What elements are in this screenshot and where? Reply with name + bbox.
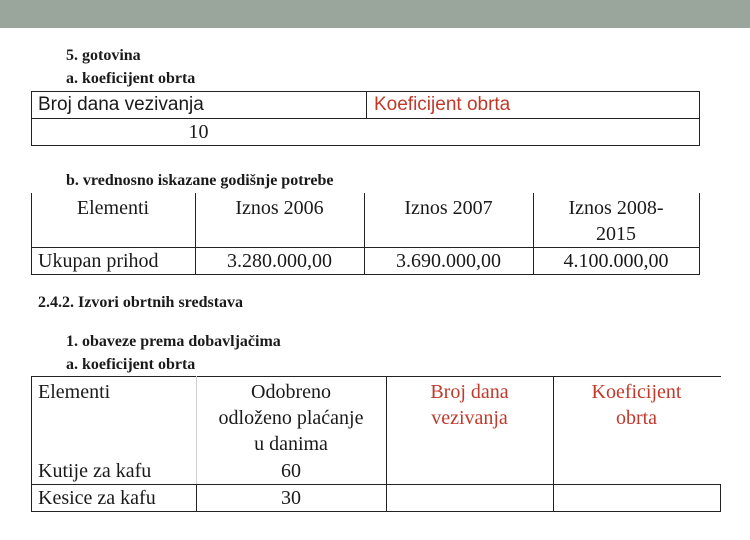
- slide-top-bar: [0, 0, 750, 28]
- row-value-2007: 3.690.000,00: [396, 250, 501, 272]
- row-kutije-label: Kutije za kafu: [38, 460, 152, 482]
- header-iznos-2006: Iznos 2006: [235, 197, 324, 219]
- header-broj-dana-vezivanja: Broj dana vezivanja: [38, 94, 204, 115]
- header-broj-dana-line1: Broj dana: [430, 381, 509, 403]
- row-kesice-days: 30: [281, 487, 301, 509]
- subheading-godisnje-potrebe: b. vrednosno iskazane godišnje potrebe: [66, 172, 334, 189]
- subheading-obaveze-dobavljacima: 1. obaveze prema dobavljačima: [66, 333, 281, 350]
- header-broj-dana-line2: vezivanja: [431, 407, 508, 429]
- row-kutije-days: 60: [281, 460, 301, 482]
- header-koeficijent-line1: Koeficijent: [591, 381, 682, 403]
- header-odobreno-line1: Odobreno: [251, 381, 331, 403]
- row-kesice-label: Kesice za kafu: [38, 487, 156, 509]
- header-iznos-2008: Iznos 2008-: [568, 197, 664, 219]
- heading-gotovina: 5. gotovina: [66, 47, 141, 64]
- heading-izvori-obrtnih-sredstava: 2.4.2. Izvori obrtnih sredstava: [38, 294, 244, 311]
- row-ukupan-prihod-label: Ukupan prihod: [38, 250, 159, 272]
- header-elementi: Elementi: [76, 197, 150, 219]
- header-elementi-2: Elementi: [38, 381, 111, 403]
- row-value-2008-2015: 4.100.000,00: [563, 250, 669, 272]
- header-odobreno-line2: odloženo plaćanje: [218, 407, 364, 429]
- header-iznos-2015: 2015: [596, 223, 636, 245]
- subheading-koeficijent-obrta-2: a. koeficijent obrta: [66, 356, 196, 373]
- header-koeficijent-obrta: Koeficijent obrta: [374, 94, 511, 115]
- subheading-koeficijent-obrta: a. koeficijent obrta: [66, 70, 196, 87]
- header-odobreno-line3: u danima: [254, 433, 328, 455]
- header-koeficijent-line2: obrta: [615, 407, 658, 429]
- value-broj-dana: 10: [188, 121, 209, 143]
- row-value-2006: 3.280.000,00: [227, 250, 332, 272]
- header-iznos-2007: Iznos 2007: [404, 197, 493, 219]
